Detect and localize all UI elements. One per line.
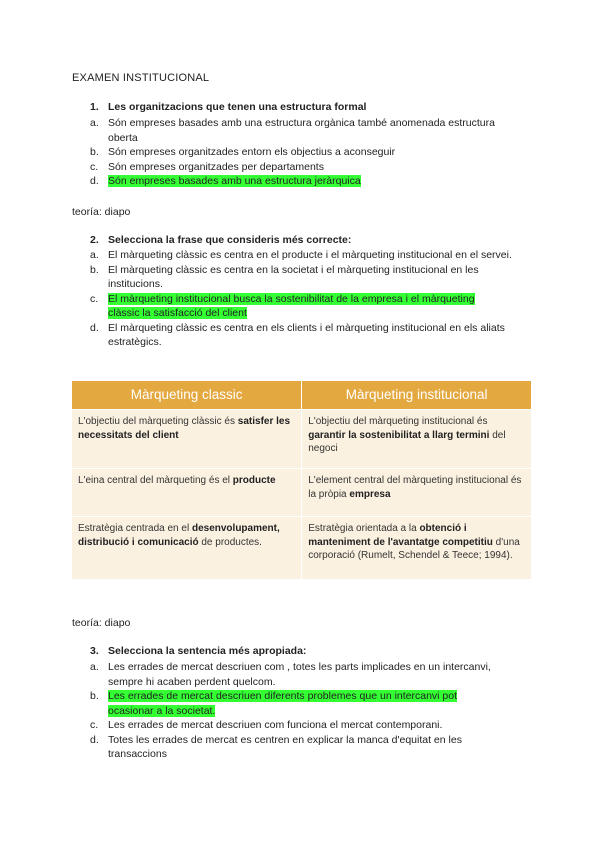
question-text: Les organitzacions que tenen una estructura formal (108, 101, 367, 113)
option-b-correct (90, 689, 520, 718)
option-text: Totes les errades de mercat es centren en explicar la manca d'equitat en les transaccions (108, 733, 462, 760)
question-1-options (90, 116, 520, 189)
document-title: EXAMEN INSTITUCIONAL (72, 72, 210, 84)
table-row (72, 517, 532, 580)
option-b (90, 145, 520, 160)
option-letter: d. (90, 733, 99, 746)
option-a (90, 248, 520, 263)
cell-text: de productes. (198, 536, 262, 548)
option-letter: a. (90, 117, 99, 129)
table-row (72, 469, 532, 517)
highlighted-answer: El màrqueting institucional busca la sostenibilitat de la empresa i el màrqueting clàssic la satisfacció del client (108, 292, 475, 319)
option-c (90, 718, 520, 733)
cell-text: Estratègia orientada a la (308, 523, 420, 534)
question-number: 1. (90, 101, 99, 113)
option-text: Són empreses organitzades per departaments (108, 160, 324, 173)
option-letter: d. (90, 175, 99, 187)
cell-bold-text: desenvolupament, distribució i comunicació (78, 523, 280, 548)
header-classic-marketing: Màrqueting classic (72, 381, 302, 410)
cell-text: L'eina central del màrqueting és el (78, 475, 233, 486)
table-row (72, 410, 532, 469)
question-number: 2. (90, 234, 99, 246)
question-3 (90, 645, 306, 657)
option-b (90, 263, 520, 292)
option-d (90, 733, 520, 762)
table-cell (72, 517, 302, 580)
highlighted-answer: Les errades de mercat descriuen diferents problemes que un intercanvi pot ocasionar a la societat. (108, 690, 458, 717)
question-1 (90, 101, 366, 113)
cell-text: L'objectiu del màrqueting clàssic és (78, 416, 238, 427)
option-letter: a. (90, 249, 99, 261)
cell-text: L'objectiu del màrqueting institucional és (308, 416, 488, 427)
table-header-row (72, 381, 532, 410)
option-text: Són empreses organitzades entorn els objectius a aconseguir (108, 146, 396, 158)
cell-text: L'element central del màrqueting institucional és la pròpia (308, 475, 522, 500)
option-text: Les errades de mercat descriuen com , totes les parts implicades en un intercanvi, sempre hi acaben perdent quelcom. (108, 661, 491, 688)
cell-text: del negoci (308, 429, 506, 454)
option-text: Les errades de mercat descriuen com funciona el mercat contemporani. (108, 719, 443, 731)
option-letter: b. (90, 263, 99, 276)
option-letter: b. (90, 146, 99, 158)
option-letter: c. (90, 292, 99, 305)
header-institutional-marketing: Màrqueting institucional (302, 381, 532, 410)
question-3-options (90, 660, 520, 762)
cell-bold-text: obtenció i manteniment de l'avantatge competitiu (308, 523, 493, 548)
question-2 (90, 234, 351, 246)
option-text: El màrqueting clàssic es centra en la societat i el màrqueting institucional en les institucions. (108, 263, 479, 290)
cell-text: d'una corporació (Rumelt, Schendel & Teece; 1994). (308, 536, 520, 561)
question-number: 3. (90, 645, 99, 657)
comparison-table (72, 381, 532, 579)
cell-text: Estratègia centrada en el (78, 523, 192, 534)
option-text: El màrqueting clàssic es centra en el producte i el màrqueting institucional en el servei. (108, 249, 512, 261)
option-letter: c. (90, 160, 99, 173)
option-text: Són empreses basades amb una estructura orgànica també anomenada estructura oberta (108, 117, 495, 144)
option-letter: d. (90, 321, 99, 334)
option-d-correct (90, 174, 520, 189)
question-text: Selecciona la frase que consideris més correcte: (108, 234, 352, 246)
option-text: El màrqueting clàssic es centra en els clients i el màrqueting institucional en els aliats estratègics. (108, 321, 505, 348)
cell-bold-text: satisfer les necessitats del client (78, 416, 291, 441)
table-cell (302, 517, 532, 580)
question-2-options (90, 248, 520, 350)
table-cell (72, 469, 302, 517)
table-cell (302, 469, 532, 517)
cell-bold-text: producte (232, 475, 276, 486)
option-letter: a. (90, 661, 99, 673)
cell-bold-text: empresa (349, 488, 391, 500)
option-letter: b. (90, 690, 99, 702)
option-d (90, 321, 520, 350)
theory-note: teoría: diapo (72, 617, 131, 629)
table-cell (72, 410, 302, 469)
option-c (90, 160, 520, 175)
option-a (90, 116, 520, 145)
option-letter: c. (90, 719, 99, 731)
table-cell (302, 410, 532, 469)
question-text: Selecciona la sentencia més apropiada: (108, 645, 307, 657)
cell-bold-text: garantir la sostenibilitat a llarg termini (308, 429, 490, 441)
theory-note: teoría: diapo (72, 206, 131, 218)
highlighted-answer: Són empreses basades amb una estructura jeràrquica (108, 175, 361, 187)
option-c-correct (90, 292, 520, 321)
option-a (90, 660, 520, 689)
